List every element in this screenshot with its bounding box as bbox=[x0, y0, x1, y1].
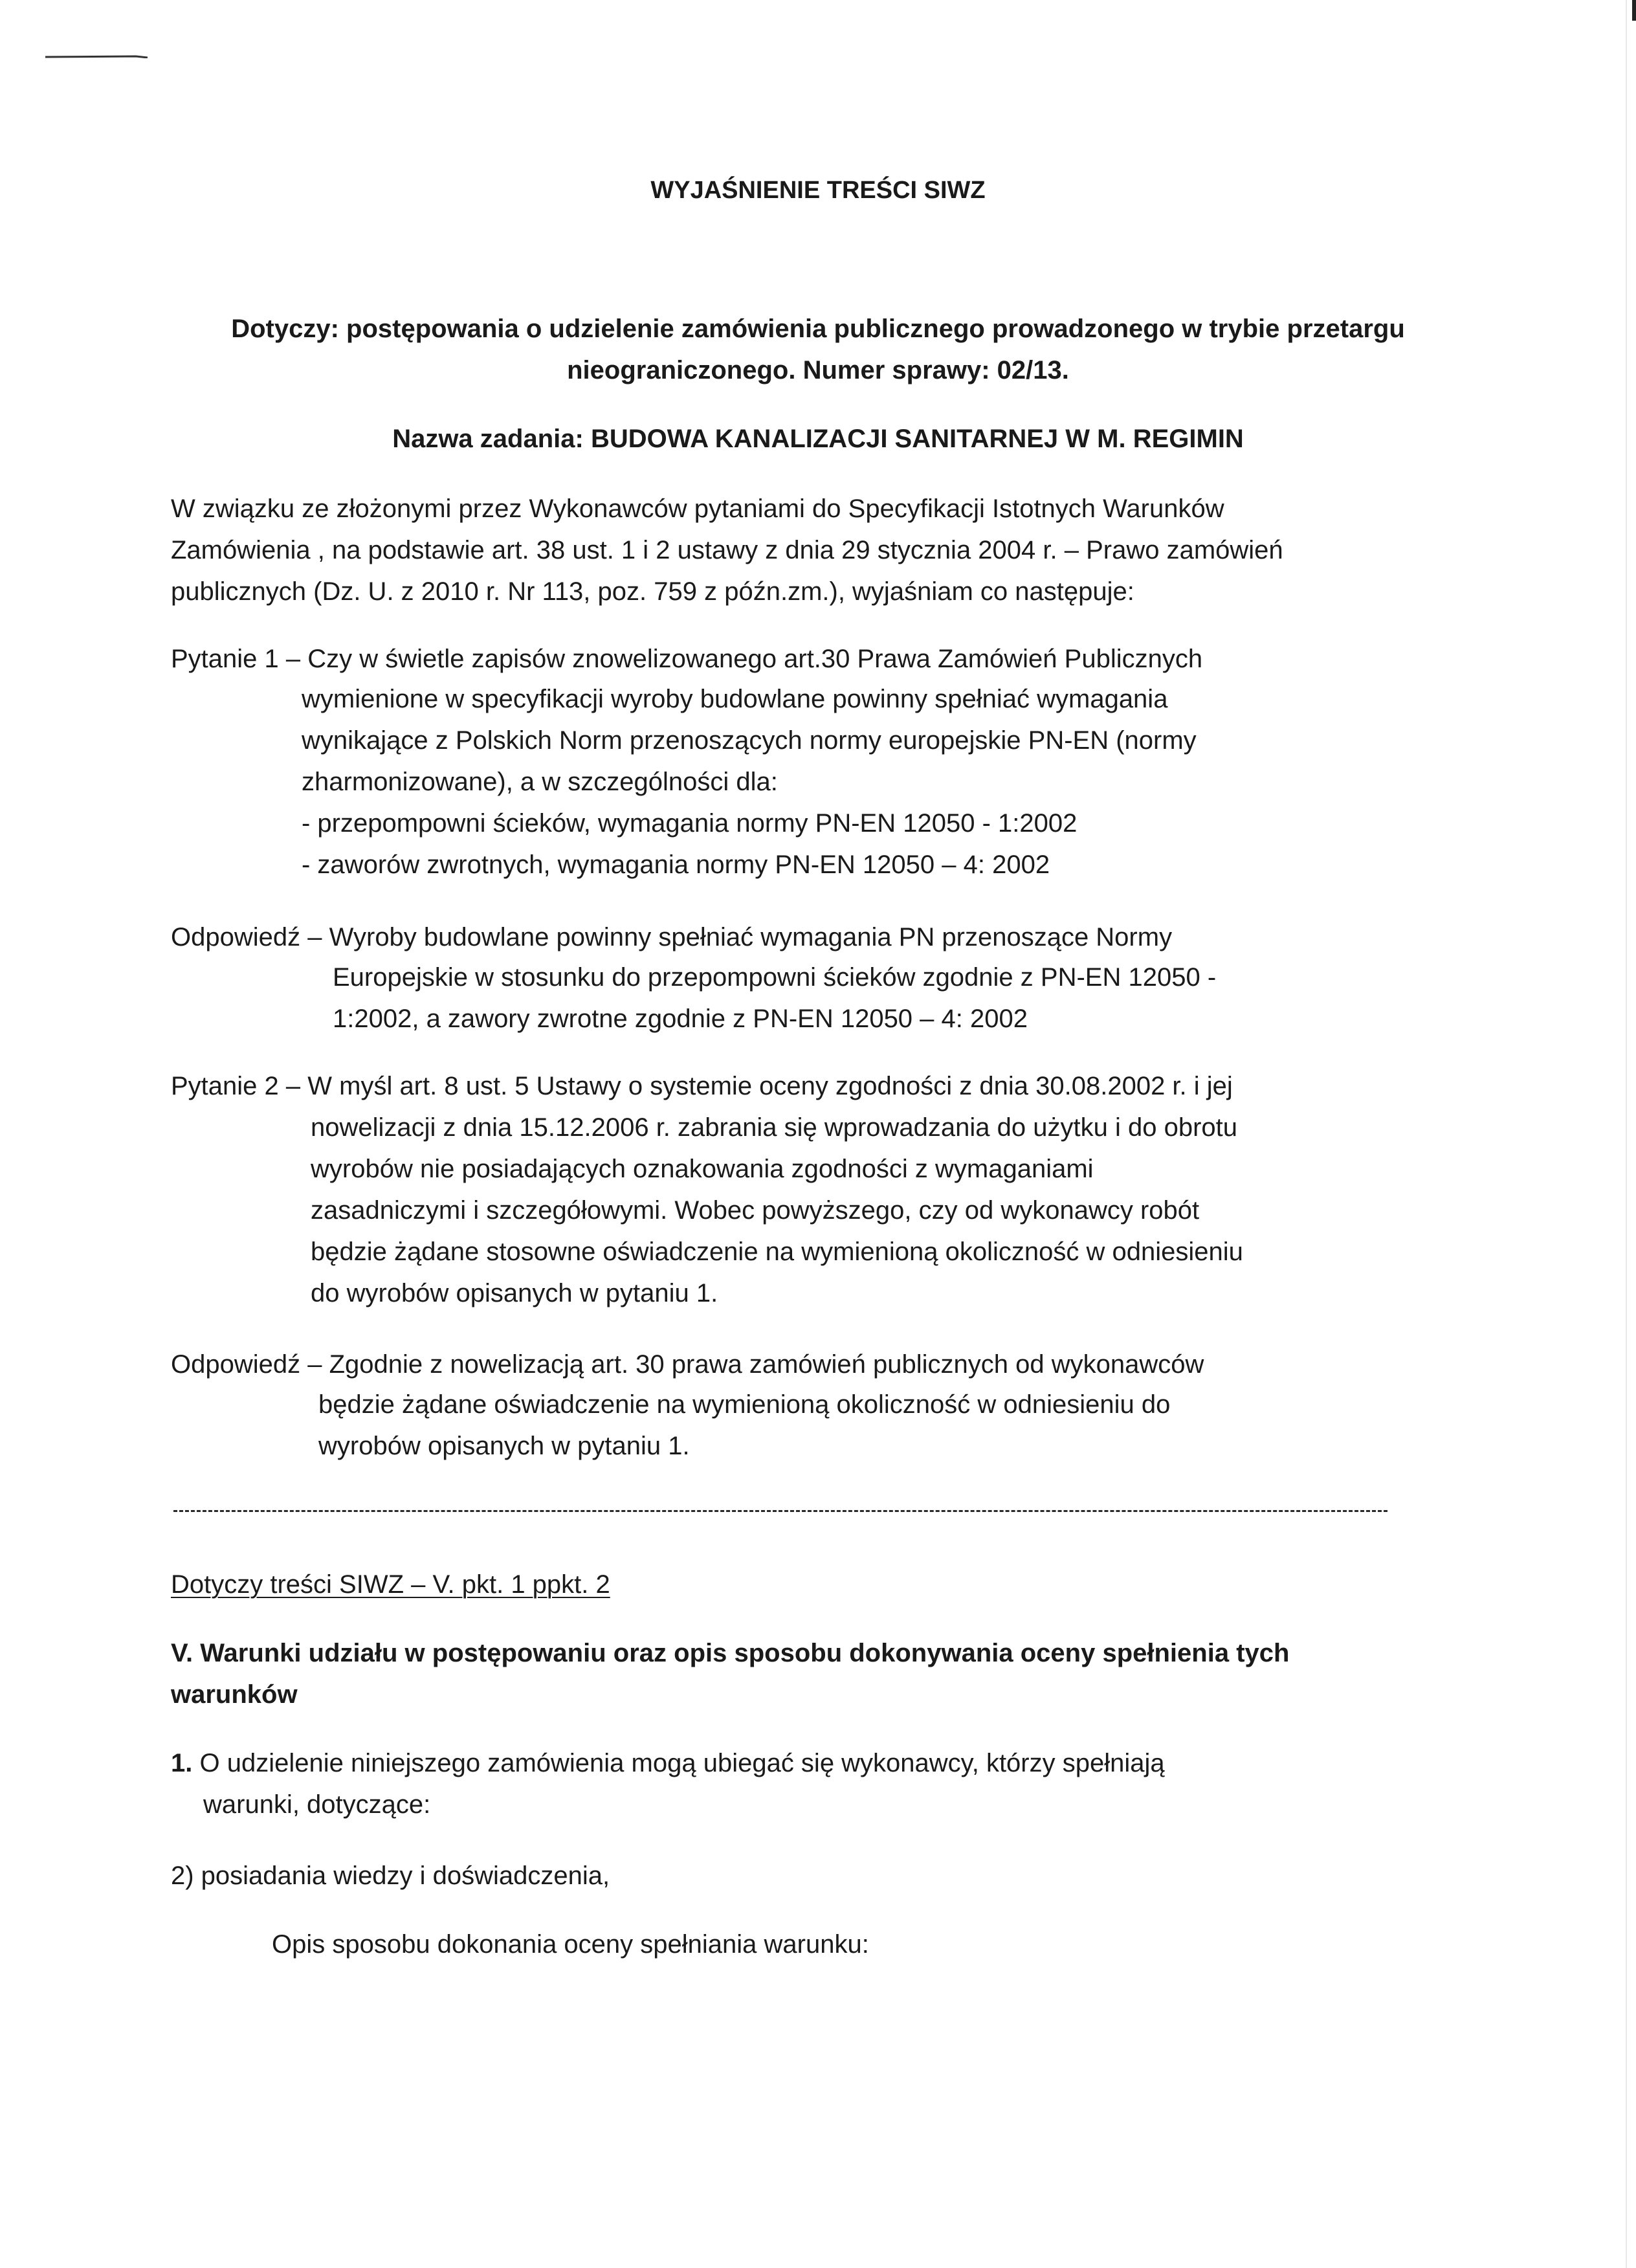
answer-2-line-2: będzie żądane oświadczenie na wymienioną okoliczność w odniesieniu do bbox=[318, 1390, 1171, 1419]
question-1-line-1: Pytanie 1 – Czy w świetle zapisów znowelizowanego art.30 Prawa Zamówień Publicznych bbox=[171, 645, 1203, 673]
section-heading-line-2: warunków bbox=[171, 1680, 298, 1709]
intro-line-3: publicznych (Dz. U. z 2010 r. Nr 113, poz. 759 z późn.zm.), wyjaśniam co następuje: bbox=[171, 577, 1134, 606]
scan-pen-mark bbox=[45, 54, 149, 58]
point-1-line-2: warunki, dotyczące: bbox=[203, 1790, 431, 1819]
scan-edge-mark bbox=[1632, 0, 1636, 21]
question-1-line-5: - przepompowni ścieków, wymagania normy PN-EN 12050 - 1:2002 bbox=[302, 809, 1078, 838]
question-2-line-5: będzie żądane stosowne oświadczenie na wymienioną okoliczność w odniesieniu bbox=[311, 1238, 1243, 1266]
section-heading-line-1: V. Warunki udziału w postępowaniu oraz opis sposobu dokonywania oceny spełnienia tych bbox=[171, 1639, 1290, 1667]
answer-1-line-1: Odpowiedź – Wyroby budowlane powinny spełniać wymagania PN przenoszące Normy bbox=[171, 923, 1173, 951]
point-1-text: O udzielenie niniejszego zamówienia mogą ubiegać się wykonawcy, którzy spełniają bbox=[192, 1749, 1165, 1777]
answer-1-line-3: 1:2002, a zawory zwrotne zgodnie z PN-EN 12050 – 4: 2002 bbox=[333, 1005, 1028, 1033]
document-title: WYJAŚNIENIE TREŚCI SIWZ bbox=[650, 177, 986, 204]
question-2-line-1: Pytanie 2 – W myśl art. 8 ust. 5 Ustawy o systemie oceny zgodności z dnia 30.08.2002 r. i jej bbox=[171, 1072, 1233, 1100]
dashed-separator bbox=[173, 1510, 1387, 1512]
question-1-line-6: - zaworów zwrotnych, wymagania normy PN-EN 12050 – 4: 2002 bbox=[302, 850, 1050, 879]
question-1-line-2: wymienione w specyfikacji wyroby budowlane powinny spełniać wymagania bbox=[302, 685, 1168, 713]
assessment-label: Opis sposobu dokonania oceny spełniania warunku: bbox=[272, 1930, 869, 1959]
question-2-line-4: zasadniczymi i szczegółowymi. Wobec powyższego, czy od wykonawcy robót bbox=[311, 1196, 1200, 1225]
section-reference: Dotyczy treści SIWZ – V. pkt. 1 ppkt. 2 bbox=[171, 1570, 610, 1599]
question-2-line-2: nowelizacji z dnia 15.12.2006 r. zabrania się wprowadzania do użytku i do obrotu bbox=[311, 1113, 1237, 1142]
answer-2-line-1: Odpowiedź – Zgodnie z nowelizacją art. 30 prawa zamówień publicznych od wykonawców bbox=[171, 1350, 1204, 1379]
intro-line-2: Zamówienia , na podstawie art. 38 ust. 1 i 2 ustawy z dnia 29 stycznia 2004 r. – Prawo zamówień bbox=[171, 536, 1283, 564]
question-1-line-3: wynikające z Polskich Norm przenoszących normy europejskie PN-EN (normy bbox=[302, 726, 1197, 755]
answer-1-line-2: Europejskie w stosunku do przepompowni ścieków zgodnie z PN-EN 12050 - bbox=[333, 963, 1217, 992]
question-2-line-6: do wyrobów opisanych w pytaniu 1. bbox=[311, 1279, 718, 1307]
intro-line-1: W związku ze złożonymi przez Wykonawców pytaniami do Specyfikacji Istotnych Warunków bbox=[171, 495, 1224, 523]
point-2: 2) posiadania wiedzy i doświadczenia, bbox=[171, 1862, 610, 1890]
answer-2-line-3: wyrobów opisanych w pytaniu 1. bbox=[318, 1432, 690, 1460]
question-1-line-4: zharmonizowane), a w szczególności dla: bbox=[302, 768, 778, 796]
subject-line-2: nieograniczonego. Numer sprawy: 02/13. bbox=[567, 356, 1069, 384]
point-1-line-1 bbox=[171, 1748, 1165, 1779]
subject-line-1: Dotyczy: postępowania o udzielenie zamówienia publicznego prowadzonego w trybie przetargu bbox=[231, 315, 1405, 343]
point-1-number: 1. bbox=[171, 1749, 193, 1777]
task-name: Nazwa zadania: BUDOWA KANALIZACJI SANITARNEJ W M. REGIMIN bbox=[392, 425, 1244, 453]
question-2-line-3: wyrobów nie posiadających oznakowania zgodności z wymaganiami bbox=[311, 1155, 1094, 1183]
